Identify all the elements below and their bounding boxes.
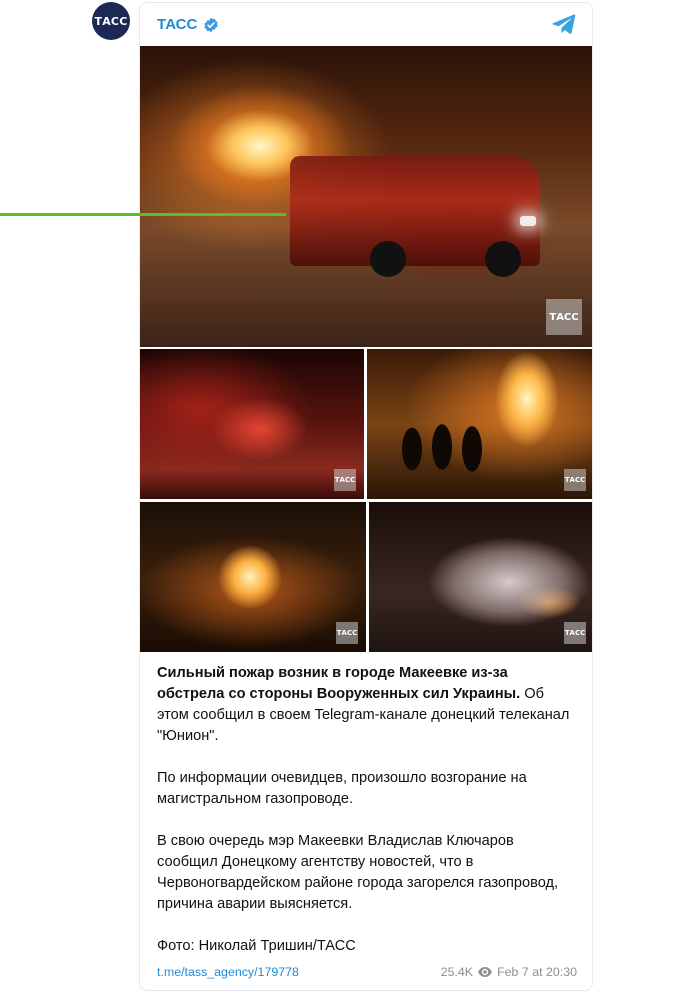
- photo-5[interactable]: [369, 502, 593, 652]
- post-paragraph-1: [157, 663, 577, 747]
- post-paragraph-2: По информации очевидцев, произошло возгорание на магистральном газопроводе.: [157, 770, 527, 807]
- post-date[interactable]: Feb 7 at 20:30: [497, 965, 577, 979]
- people-silhouettes: [397, 409, 487, 479]
- wheel-shape: [485, 241, 521, 277]
- overlay-line: [0, 213, 286, 216]
- eye-icon: [478, 967, 492, 977]
- channel-title[interactable]: [157, 16, 219, 33]
- view-count: 25.4K: [440, 965, 474, 979]
- tass-watermark: ТАСС: [564, 622, 586, 644]
- channel-avatar[interactable]: ТАСС: [92, 2, 130, 40]
- post-lead-rest: Об этом сообщил в своем Telegram-канале донецкий телеканал "Юнион".: [157, 686, 570, 744]
- post-text: [157, 663, 577, 978]
- post-footer: [157, 965, 577, 983]
- verified-check-icon: [203, 17, 219, 33]
- post-link[interactable]: t.me/tass_agency/179778: [157, 965, 299, 979]
- tass-watermark: ТАСС: [334, 469, 356, 491]
- photo-2[interactable]: [140, 349, 364, 499]
- photo-album: [140, 46, 593, 652]
- photo-4[interactable]: [140, 502, 366, 652]
- wheel-shape: [370, 241, 406, 277]
- telegram-plane-icon[interactable]: [552, 13, 576, 35]
- post-photo-credit: Фото: Николай Тришин/ТАСС: [157, 938, 356, 954]
- tass-watermark: ТАСС: [336, 622, 358, 644]
- tass-watermark: ТАСС: [546, 299, 582, 335]
- tass-watermark: ТАСС: [564, 469, 586, 491]
- post-header: [140, 3, 592, 47]
- post-lead-bold: Сильный пожар возник в городе Макеевке из-за обстрела со стороны Вооруженных сил Украины.: [157, 665, 521, 702]
- post-meta: [441, 965, 577, 979]
- photo-3[interactable]: [367, 349, 593, 499]
- post-card: [139, 2, 593, 991]
- channel-name[interactable]: ТАСС: [157, 16, 198, 33]
- photo-1[interactable]: [140, 46, 593, 347]
- post-paragraph-3: В свою очередь мэр Макеевки Владислав Ключаров сообщил Донецкому агентству новостей, что в Червоногвардейском районе города загорелся газопровод, причина аварии выясняется.: [157, 833, 559, 912]
